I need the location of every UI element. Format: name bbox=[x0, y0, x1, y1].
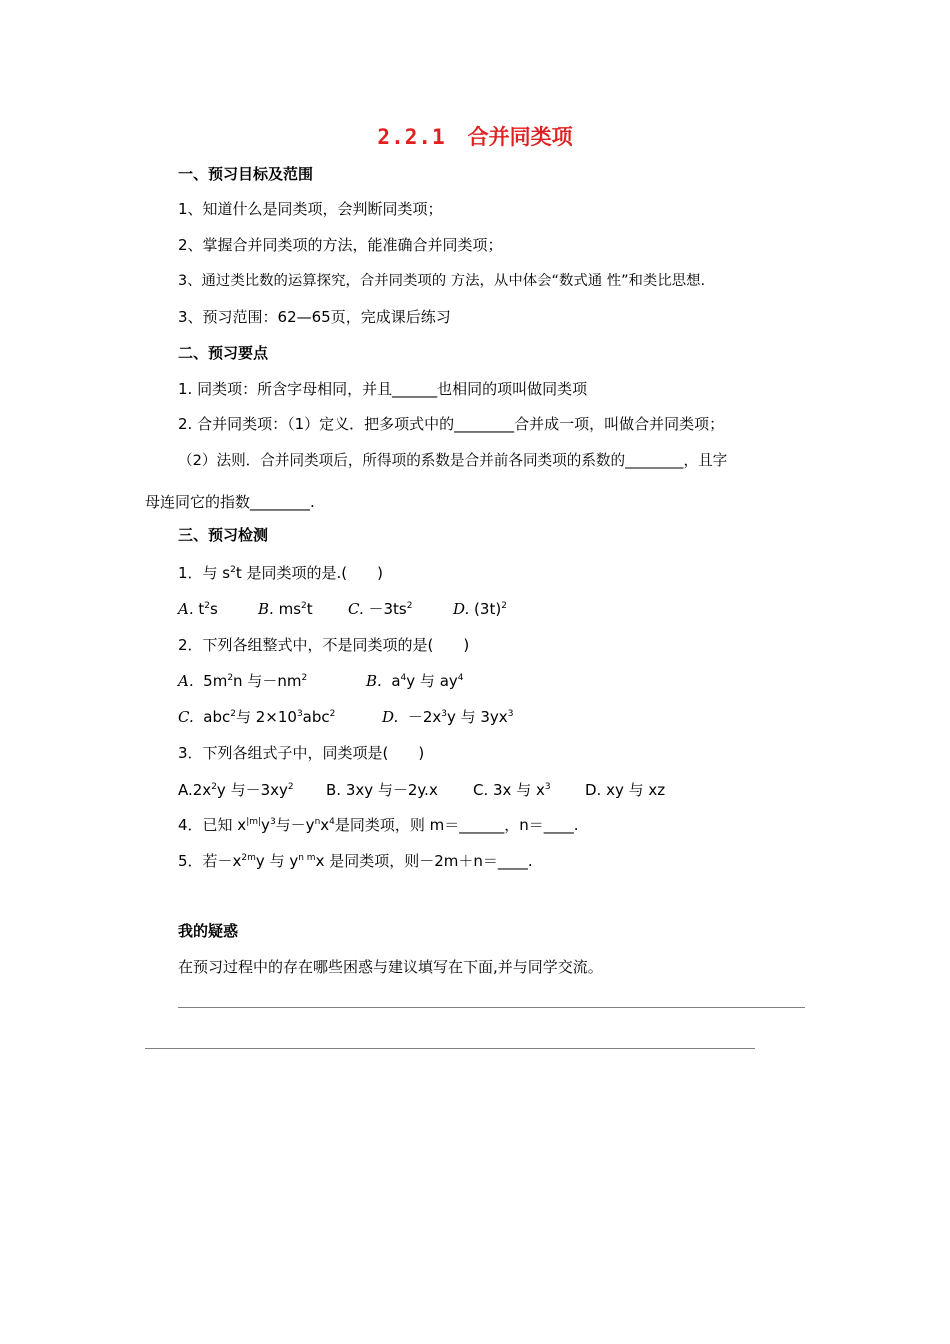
question-3-options bbox=[178, 780, 665, 800]
option-c: C. abc$^2$与 $2\times 10^3abc^2$ bbox=[178, 708, 336, 726]
option-c: C. $-3ts^2$ bbox=[348, 600, 413, 618]
option-a: $A.2x^2y$ 与$-3xy^2$ bbox=[178, 781, 294, 799]
question-5: 5．若$-x^{2m}y$ 与 $y^{n m}x$ 是同类项，则－2m＋n＝____. bbox=[178, 852, 533, 870]
question-4: 4．已知 $x^{|m|}y^3$与$-y^nx^4$是同类项，则 m＝______，n＝____. bbox=[178, 816, 579, 834]
option-d: D. $(3t)^2$ bbox=[453, 600, 507, 618]
question-2: 2．下列各组整式中，不是同类项的是( ) bbox=[178, 636, 470, 654]
question-1: 1．与 $s^2t$ 是同类项的是.( ) bbox=[178, 564, 383, 582]
option-c: C. 3x 与 $x^3$ bbox=[473, 781, 551, 799]
section1-item-1: 1、知道什么是同类项，会判断同类项； bbox=[178, 200, 443, 218]
question-2-options-row2 bbox=[178, 707, 513, 727]
section1-heading: 一、预习目标及范围 bbox=[178, 165, 314, 183]
section2-point-3b: 母连同它的指数________. bbox=[145, 493, 315, 511]
section2-point-2: 2. 合并同类项：（1）定义．把多项式中的________合并成一项，叫做合并同类项； bbox=[178, 415, 725, 433]
doubts-heading: 我的疑惑 bbox=[178, 922, 239, 940]
option-b: B. $ms^2t$ bbox=[258, 600, 313, 618]
question-1-options bbox=[178, 599, 507, 619]
page-title bbox=[0, 124, 950, 150]
option-d: D. xy 与 xz bbox=[585, 781, 666, 799]
section3-heading: 三、预习检测 bbox=[178, 526, 269, 544]
section2-heading: 二、预习要点 bbox=[178, 344, 269, 362]
question-3: 3．下列各组式子中，同类项是( ) bbox=[178, 744, 425, 762]
section2-point-3a: （2）法则．合并同类项后，所得项的系数是合并前各同类项的系数的________，且字 bbox=[178, 452, 728, 469]
answer-line-1[interactable] bbox=[178, 1007, 805, 1008]
option-a: A. $5m^2n$ 与$-nm^2$ bbox=[178, 672, 308, 690]
title-text: 合并同类项 bbox=[467, 125, 573, 149]
section1-item-2: 2、掌握合并同类项的方法，能准确合并同类项； bbox=[178, 236, 503, 254]
section1-item-3: 3、通过类比数的运算探究，合并同类项的 方法，从中体会“数式通 性”和类比思想. bbox=[178, 273, 706, 289]
option-d: D. $-2x^3y$ 与 $3yx^3$ bbox=[382, 708, 514, 726]
question-2-options-row1 bbox=[178, 671, 464, 691]
option-b: B. 3xy 与－2y.x bbox=[326, 781, 438, 799]
title-number: 2.2.1 bbox=[377, 125, 446, 149]
option-b: B. $a^4y$ 与 $ay^4$ bbox=[366, 672, 464, 690]
answer-line-2[interactable] bbox=[145, 1048, 755, 1049]
section1-item-4: 3、预习范围：62—65页，完成课后练习 bbox=[178, 308, 451, 326]
doubts-text: 在预习过程中的存在哪些困惑与建议填写在下面,并与同学交流。 bbox=[178, 958, 603, 976]
section2-point-1: 1. 同类项：所含字母相同，并且______也相同的项叫做同类项 bbox=[178, 380, 588, 398]
option-a: A. $t^2s$ bbox=[178, 600, 218, 618]
